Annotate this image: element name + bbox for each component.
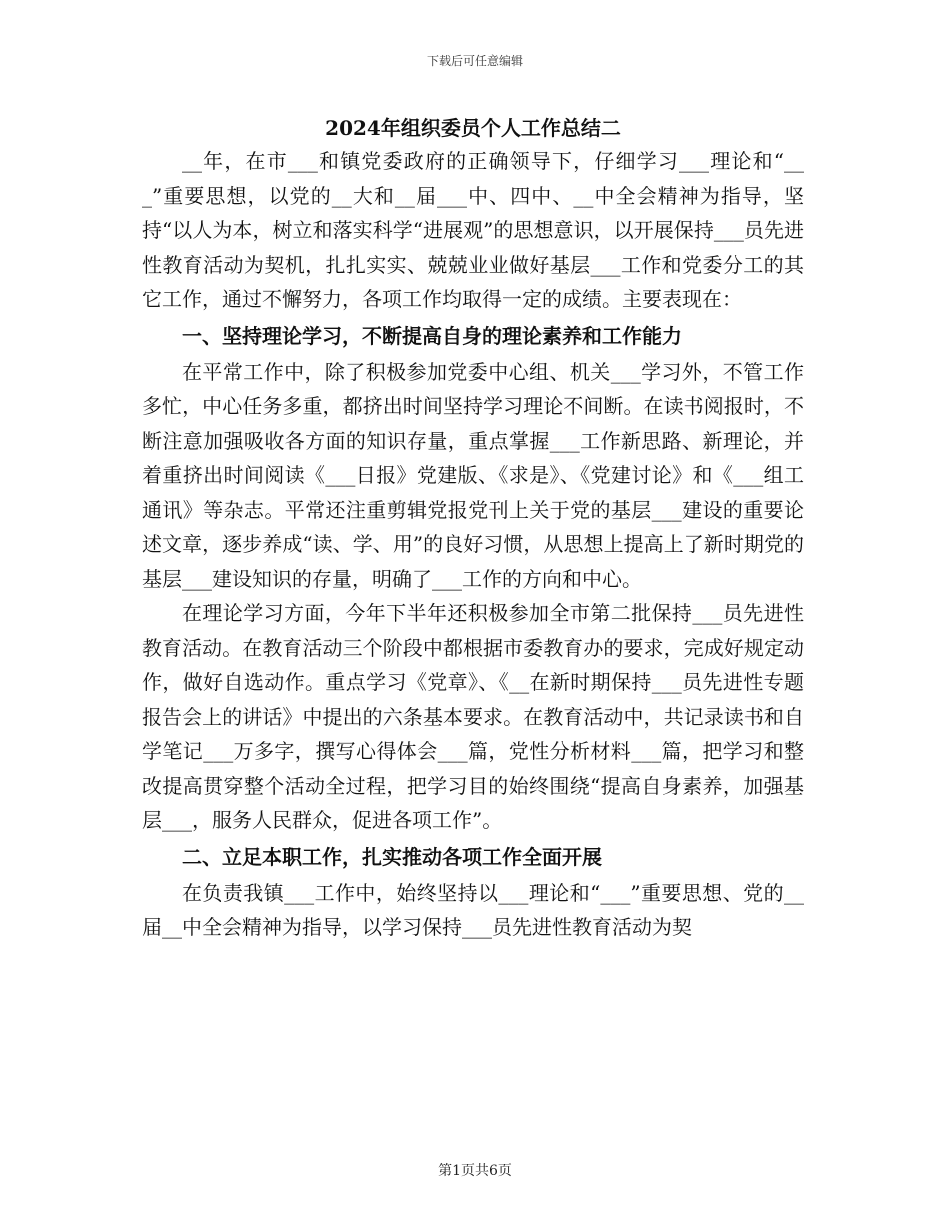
- section-heading-1: 一、坚持理论学习，不断提高自身的理论素养和工作能力: [182, 323, 682, 348]
- page-header-note: 下载后可任意编辑: [426, 54, 523, 68]
- intro-paragraph: __年，在市___和镇党委政府的正确领导下，仔细学习___理论和“___”重要思想，以党的__大和__届___中、四中、__中全会精神为指导，坚持“以人为本，树立和落实科学“进展观”的思想意识，以开展保持___员先进性教育活动为契机，扎扎实实、兢兢业业做好基层___工作和党委分工的其它工作，通过不懈努力，各项工作均取得一定的成绩。主要表现在：: [142, 149, 804, 311]
- body-paragraph-1: 在平常工作中，除了积极参加党委中心组、机关___学习外，不管工作多忙，中心任务多重，都挤出时间坚持学习理论不间断。在读书阅报时，不断注意加强吸收各方面的知识存量，重点掌握___工作新思路、新理论，并着重挤出时间阅读《___日报》党建版、《求是》、《党建讨论》和《___组工通讯》等杂志。平常还注重剪辑党报党刊上关于党的基层___建设的重要论述文章，逐步养成“读、学、用”的良好习惯，从思想上提高上了新时期党的基层___建设知识的存量，明确了___工作的方向和中心。: [142, 359, 804, 591]
- body-paragraph-2: 在理论学习方面，今年下半年还积极参加全市第二批保持___员先进性教育活动。在教育活动三个阶段中都根据市委教育办的要求，完成好规定动作，做好自选动作。重点学习《党章》、《__在新时期保持___员先进性专题报告会上的讲话》中提出的六条基本要求。在教育活动中，共记录读书和自学笔记___万多字，撰写心得体会___篇，党性分析材料___篇，把学习和整改提高贯穿整个活动全过程，把学习目的始终围绕“提高自身素养，加强基层___，服务人民群众，促进各项工作”。: [142, 601, 804, 832]
- document-title: 2024年组织委员个人工作总结二: [325, 116, 621, 140]
- page-number-footer: 第1页共6页: [438, 1163, 512, 1179]
- document-body: [142, 112, 804, 945]
- body-paragraph-3: 在负责我镇___工作中，始终坚持以___理论和“___”重要思想、党的__届__中全会精神为指导，以学习保持___员先进性教育活动为契: [142, 880, 804, 939]
- section-heading-2: 二、立足本职工作，扎实推动各项工作全面开展: [182, 844, 602, 869]
